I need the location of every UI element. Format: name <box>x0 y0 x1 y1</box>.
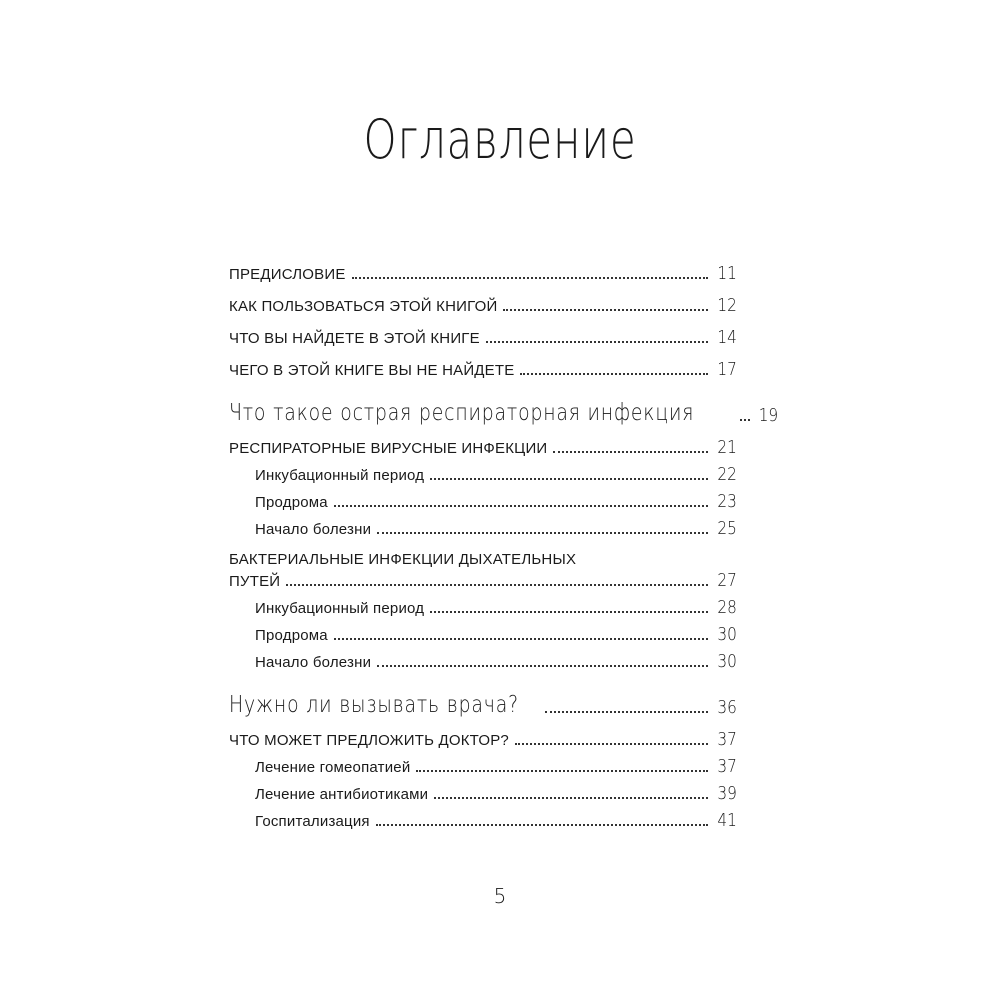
dot-leader <box>553 451 708 453</box>
toc-entry-page: 27 <box>717 570 737 591</box>
toc-entry-page: 28 <box>717 597 737 618</box>
toc-entry-page: 19 <box>759 405 779 426</box>
toc-subentry[interactable] <box>229 645 737 672</box>
toc-entry-label: РЕСПИРАТОРНЫЕ ВИРУСНЫЕ ИНФЕКЦИИ <box>229 440 548 457</box>
toc-entry-page: 37 <box>717 729 737 750</box>
toc-entry-label: ЧТО ВЫ НАЙДЕТЕ В ЭТОЙ КНИГЕ <box>229 330 480 347</box>
dot-leader <box>515 743 708 745</box>
dot-leader <box>377 532 708 534</box>
toc-subentry-label: Инкубационный период <box>255 600 425 617</box>
toc-entry[interactable] <box>229 539 737 591</box>
toc-subentry[interactable] <box>229 804 737 831</box>
table-of-contents <box>229 252 779 831</box>
toc-subentry[interactable] <box>229 485 737 512</box>
toc-entry-page: 12 <box>717 295 737 316</box>
toc-entry[interactable] <box>229 718 737 750</box>
toc-subentry-label: Продрома <box>255 627 328 644</box>
toc-subentry-label: Продрома <box>255 494 328 511</box>
toc-entry-page: 22 <box>717 464 737 485</box>
toc-entry-label: ПРЕДИСЛОВИЕ <box>229 266 346 283</box>
toc-entry-label-continued: ПУТЕЙ <box>229 573 281 590</box>
page-number: 5 <box>493 884 507 908</box>
dot-leader <box>334 505 708 507</box>
toc-entry-label: ЧТО МОЖЕТ ПРЕДЛОЖИТЬ ДОКТОР? <box>229 732 509 749</box>
toc-subentry[interactable] <box>229 591 737 618</box>
toc-entry-page: 17 <box>717 359 737 380</box>
dot-leader <box>434 797 708 799</box>
toc-subentry-label: Начало болезни <box>255 521 372 538</box>
toc-entry-page: 30 <box>717 624 737 645</box>
dot-leader <box>520 373 708 375</box>
toc-entry-page: 30 <box>717 651 737 672</box>
toc-subentry-label: Лечение антибиотиками <box>255 786 429 803</box>
toc-chapter-label: Нужно ли вызывать врача? <box>229 692 519 718</box>
dot-leader <box>740 419 750 421</box>
toc-entry-label: КАК ПОЛЬЗОВАТЬСЯ ЭТОЙ КНИГОЙ <box>229 298 498 315</box>
toc-entry-page: 23 <box>717 491 737 512</box>
toc-entry-label: ЧЕГО В ЭТОЙ КНИГЕ ВЫ НЕ НАЙДЕТЕ <box>229 362 515 379</box>
toc-subentry[interactable] <box>229 750 737 777</box>
toc-entry-page: 37 <box>717 756 737 777</box>
toc-subentry-label: Лечение гомеопатией <box>255 759 411 776</box>
toc-entry[interactable] <box>229 426 737 458</box>
toc-entry[interactable] <box>229 252 737 284</box>
toc-entry-page: 36 <box>717 697 737 718</box>
toc-chapter-entry[interactable] <box>229 380 779 426</box>
toc-subentry[interactable] <box>229 458 737 485</box>
toc-entry-page: 11 <box>717 263 737 284</box>
page-title: Оглавление <box>363 108 637 171</box>
toc-entry[interactable] <box>229 284 737 316</box>
dot-leader <box>545 711 708 713</box>
toc-subentry[interactable] <box>229 777 737 804</box>
toc-entry-page: 39 <box>717 783 737 804</box>
toc-chapter-entry[interactable] <box>229 672 737 718</box>
toc-subentry-label: Госпитализация <box>255 813 370 830</box>
toc-subentry[interactable] <box>229 618 737 645</box>
toc-entry[interactable] <box>229 316 737 348</box>
dot-leader <box>503 309 708 311</box>
dot-leader <box>430 611 708 613</box>
toc-entry[interactable] <box>229 348 737 380</box>
dot-leader <box>334 638 708 640</box>
dot-leader <box>376 824 708 826</box>
toc-subentry[interactable] <box>229 512 737 539</box>
dot-leader <box>416 770 708 772</box>
toc-entry-page: 14 <box>717 327 737 348</box>
toc-entry-page: 25 <box>717 518 737 539</box>
dot-leader <box>430 478 708 480</box>
toc-entry-label: БАКТЕРИАЛЬНЫЕ ИНФЕКЦИИ ДЫХАТЕЛЬНЫХ <box>229 551 577 568</box>
dot-leader <box>377 665 708 667</box>
toc-entry-page: 41 <box>717 810 737 831</box>
toc-chapter-label: Что такое острая респираторная инфекция <box>229 400 695 426</box>
dot-leader <box>486 341 708 343</box>
dot-leader <box>352 277 709 279</box>
toc-subentry-label: Инкубационный период <box>255 467 425 484</box>
toc-subentry-label: Начало болезни <box>255 654 372 671</box>
dot-leader <box>286 584 708 586</box>
toc-entry-page: 21 <box>717 437 737 458</box>
